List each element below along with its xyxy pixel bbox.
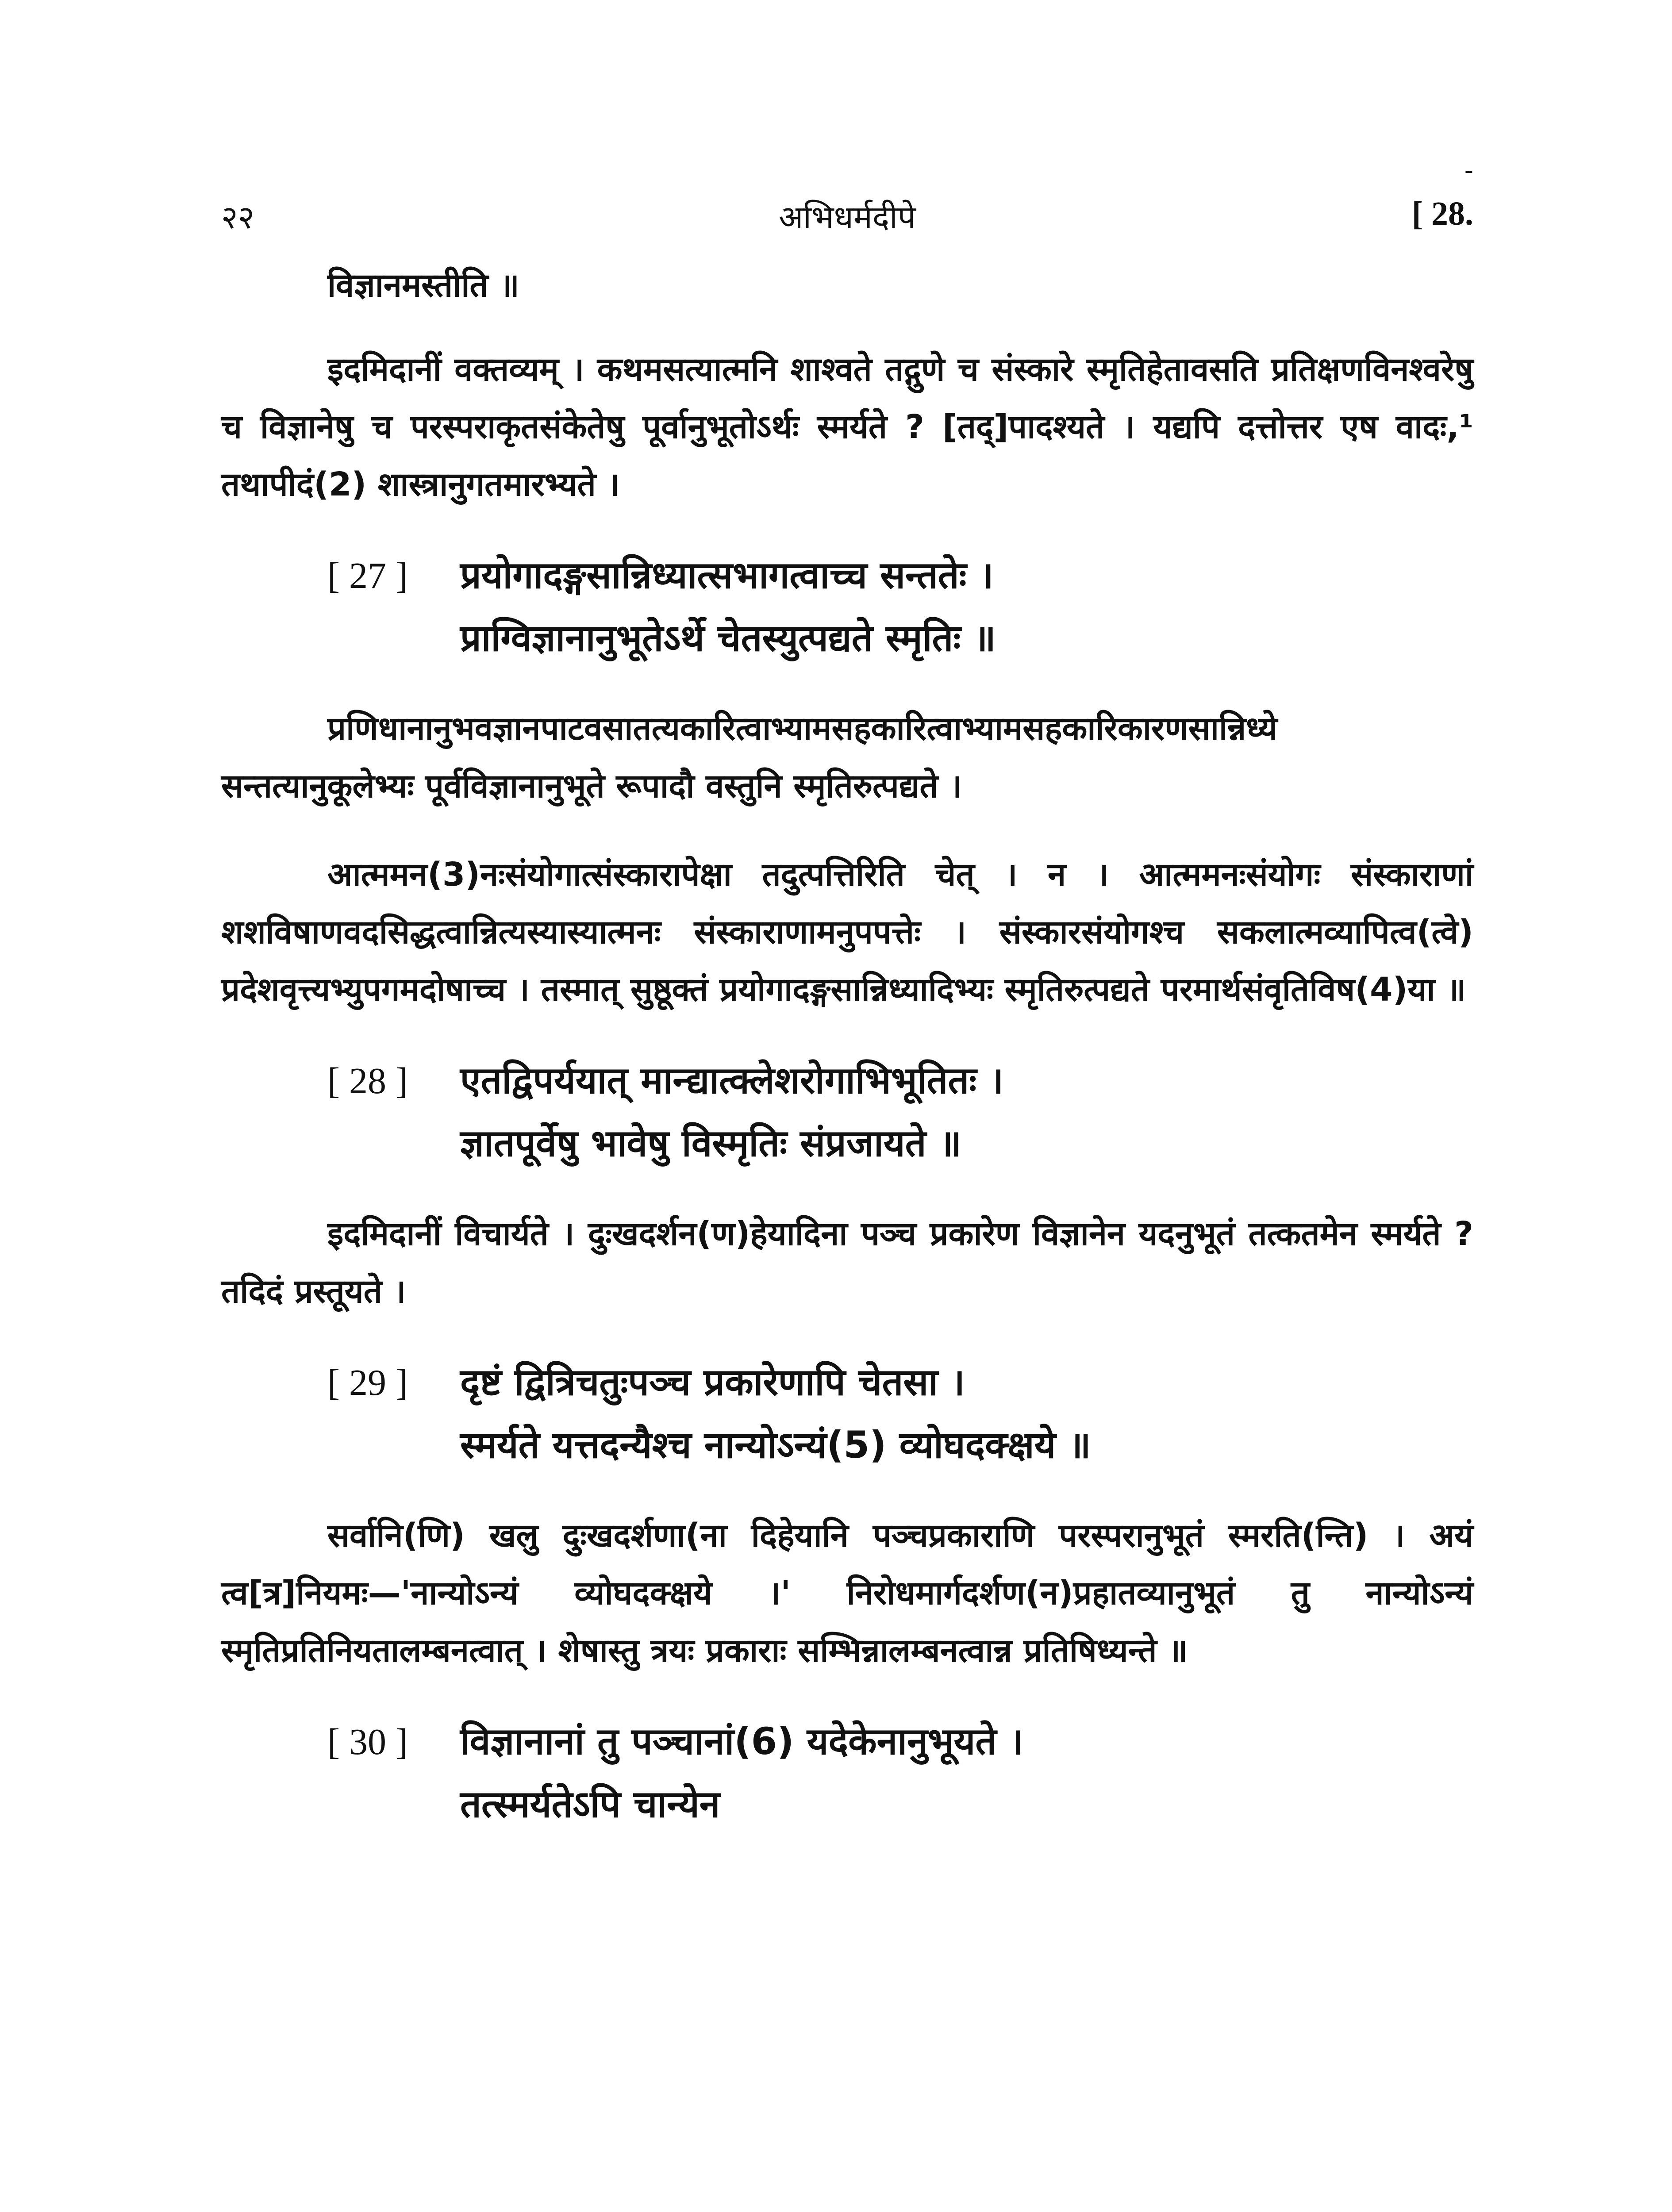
verse-line-1 xyxy=(327,1351,1473,1414)
verse-line-2: स्मर्यते यत्तदन्यैश्च नान्योऽन्यं(5) व्योघदक्क्षये ॥ xyxy=(460,1423,1091,1467)
body-text xyxy=(221,257,1473,1835)
verse-line-1 xyxy=(327,544,1473,607)
paragraph: इदमिदानीं वक्तव्यम् । कथमसत्यात्मनि शाश्वते तद्गुणे च संस्कारे स्मृतिहेतावसति प्रतिक्षणविनश्वरेषु च विज्ञानेषु च परस्पराकृतसंकेतेषु पूर्वानुभूतोऽर्थः स्मर्यते ? [तद्]पादश्यते । यद्यपि दत्तोत्तर एष वादः,¹ तथापीदं(2) शास्त्रानुगतमारभ्यते । xyxy=(221,350,1473,503)
verse-block xyxy=(221,1049,1473,1174)
verse-text-1: दृष्टं द्वित्रिचतुःपञ्च प्रकारेणापि चेतसा । xyxy=(460,1360,965,1404)
verse-line-1 xyxy=(327,1049,1473,1112)
book-page xyxy=(221,155,1473,2212)
page-reference: [ 28. xyxy=(1411,195,1473,232)
page-number: २२ xyxy=(221,199,254,236)
verse-number: [ 29 ] xyxy=(327,1362,408,1403)
verse-block xyxy=(221,1710,1473,1835)
running-header xyxy=(221,155,1473,248)
paragraph: विज्ञानमस्तीति ॥ xyxy=(327,266,519,304)
verse-line-2: तत्स्मर्यतेऽपि चान्येन xyxy=(460,1782,720,1826)
verse-text-1: विज्ञानानां तु पञ्चानां(6) यदेकेनानुभूयते । xyxy=(460,1720,1024,1763)
verse-text-1: एतद्विपर्ययात् मान्द्यात्क्लेशरोगाभिभूतितः । xyxy=(460,1059,1004,1102)
paragraph: सर्वानि(णि) खलु दुःखदर्शणा(ना दिहेयानि पञ्चप्रकाराणि परस्परानुभूतं स्मरति(न्ति) । अयं त्व[त्र]नियमः—'नान्योऽन्यं व्योघदक्क्षये ।' निरोधमार्गदर्शण(न)प्रहातव्यानुभूतं तु नान्योऽन्यं स्मृतिप्रतिनियतालम्बनत्वात् । शेषास्तु त्रयः प्रकाराः सम्भिन्नालम्बनत्वान्न प्रतिषिध्यन्ते ॥ xyxy=(221,1517,1473,1670)
verse-block xyxy=(221,1351,1473,1476)
verse-line-2: ज्ञातपूर्वेषु भावेषु विस्मृतिः संप्रजायते ॥ xyxy=(460,1121,962,1165)
running-title: अभिधर्मदीपे xyxy=(779,199,916,236)
paragraph: इदमिदानीं विचार्यते । दुःखदर्शन(ण)हेयादिना पञ्च प्रकारेण विज्ञानेन यदनुभूतं तत्कतमेन स्मर्यते ? तदिदं प्रस्तूयते । xyxy=(221,1215,1473,1310)
verse-block xyxy=(221,544,1473,669)
paragraph: आत्ममन(3)नःसंयोगात्संस्कारापेक्षा तदुत्पत्तिरिति चेत् । न । आत्ममनःसंयोगः संस्काराणां शशविषाणवदसिद्धत्वान्नित्यस्यास्यात्मनः संस्काराणामनुपपत्तेः । संस्कारसंयोगश्च सकलात्मव्यापित्व(त्वे) प्रदेशवृत्त्यभ्युपगमदोषाच्च । तस्मात् सुष्ठूक्तं प्रयोगादङ्गसान्निध्यादिभ्यः स्मृतिरुत्पद्यते परमार्थसंवृतिविष(4)या ॥ xyxy=(221,856,1473,1009)
paragraph: प्रणिधानानुभवज्ञानपाटवसातत्यकारित्वाभ्यामसहकारित्वाभ्यामसहकारिकारणसान्निध्ये सन्तत्यानुकूलेभ्यः पूर्वविज्ञानानुभूते रूपादौ वस्तुनि स्मृतिरुत्पद्यते । xyxy=(221,710,1278,805)
verse-number: [ 27 ] xyxy=(327,555,408,596)
verse-line-1 xyxy=(327,1710,1473,1773)
verse-number: [ 28 ] xyxy=(327,1060,408,1102)
margin-mark: - xyxy=(1464,155,1473,186)
verse-text-1: प्रयोगादङ्गसान्निध्यात्सभागत्वाच्च सन्ततेः । xyxy=(460,553,994,597)
verse-number: [ 30 ] xyxy=(327,1721,408,1763)
verse-line-2: प्राग्विज्ञानानुभूतेऽर्थे चेतस्युत्पद्यते स्मृतिः ॥ xyxy=(460,616,996,660)
